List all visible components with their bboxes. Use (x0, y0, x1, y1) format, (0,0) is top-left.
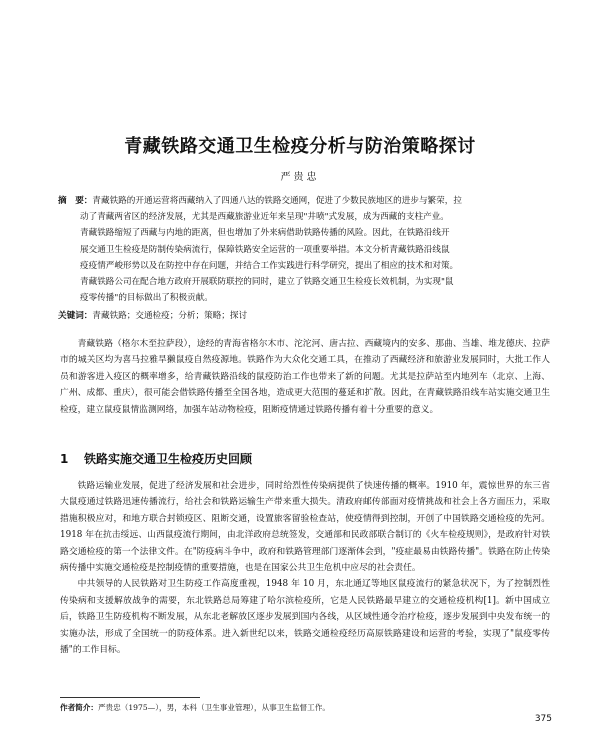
abstract-line: 展交通卫生检疫是防制传染病流行，保障铁路安全运营的一项重要举措。本文分析青藏铁路沿线鼠 (80, 244, 450, 255)
section-title: 铁路实施交通卫生检疫历史回顾 (84, 452, 253, 466)
footnote-label: 作者简介： (60, 703, 98, 712)
keywords-line (58, 309, 548, 323)
keywords-label: 关键词： (58, 311, 93, 321)
page-number: 375 (534, 714, 552, 724)
abstract-line: 疫疫情严峻形势以及在防控中存在问题，并结合工作实践进行科学研究，提出了相应的技术和对策。 (80, 260, 459, 271)
section-number: 1 (60, 452, 69, 466)
keywords-text: 青藏铁路；交通检疫；分析；策略；探讨 (92, 311, 248, 321)
author-footnote (60, 702, 550, 713)
abstract-line: 摘 要：青藏铁路的开通运营将西藏纳入了四通八达的铁路交通网，促进了少数民族地区的进步与繁荣，拉 (58, 196, 462, 206)
footnote-text: 严贵忠（1975—），男，本科（卫生事业管理），从事卫生监督工作。 (97, 703, 330, 712)
intro-section (60, 336, 550, 418)
section-heading (60, 450, 252, 467)
abstract-line: 青藏铁路缩短了西藏与内地的距离，但也增加了外来病借助铁路传播的风险。因此，在铁路沿线开 (80, 228, 450, 239)
abstract-line: 动了青藏两省区的经济发展，尤其是西藏旅游业近年来呈现"井喷"式发展，成为西藏的支柱产业。 (80, 212, 449, 223)
abstract-line: 疫零传播"的目标做出了积极贡献。 (80, 293, 213, 304)
body-paragraph: 中共领导的人民铁路对卫生防疫工作高度重视，1948 年 10 月，东北通辽等地区鼠疫流行的紧急状况下，为了控制烈性传染病和支援解放战争的需要，东北铁路总局筹建了哈尔滨检疫所，它是人民铁路最早建立的交通检疫机构[1]。新中国成立后，铁路卫生防疫机构不断发展，从东北老解放区逐步发展到国内各线，从区域性通令治疗检疫，逐步发展到中央发布统一的实施办法，形成了全国统一的防疫体系。进入新世纪以来，铁路交通检疫经历高原铁路建设和运营的考验，实现了"鼠疫零传播"的工作目标。 (60, 579, 550, 656)
abstract-line: 青藏铁路公司在配合地方政府开展联防联控的同时，建立了铁路交通卫生检疫长效机制，为实现"鼠 (80, 277, 454, 288)
section-body (60, 478, 550, 658)
abstract-label: 摘 要： (58, 196, 93, 206)
paper-title: 青藏铁路交通卫生检疫分析与防治策略探讨 (124, 136, 476, 157)
abstract-block (58, 193, 548, 306)
body-paragraph: 铁路运输业发展，促进了经济发展和社会进步，同时给烈性传染病提供了快速传播的概率。1910 年，震惊世界的东三省大鼠疫通过铁路迅速传播流行，给社会和铁路运输生产带来重大损失。清政府邮传部面对疫情挑战和社会上各方面压力，采取措施积极应对，和地方联合封锁疫区、阻断交通，设置旅客留验检查站，使疫情得到控制，开创了中国铁路交通检疫的先河。1918 年在抗击绥远、山西鼠疫流行期间，由北洋政府总统签发，交通部和民政部联合制订的《火车检疫规则》，是政府针对铁路交通检疫的第一个法律文件。在"防疫病斗争中，政府和铁路管理部门逐渐体会到，"疫症最易由铁路传播"。铁路在防止传染病传播中实施交通检疫是控制疫情的重要措施，也是在国家公共卫生危机中应尽的社会责任。 (60, 481, 550, 574)
author-name: 严贵忠 (280, 172, 320, 183)
intro-paragraph: 青藏铁路（格尔木至拉萨段），途经的青海省格尔木市、沱沱河、唐古拉、西藏境内的安多、那曲、当雄、堆龙德庆、拉萨市的城关区均为喜马拉雅旱獭鼠疫自然疫源地。铁路作为大众化交通工具，在推动了西藏经济和旅游业发展同时，大批工作人员和游客进入疫区的概率增多，给青藏铁路沿线的鼠疫防治工作也带来了新的问题。尤其是拉萨站至内地列车（北京、上海、广州、成都、重庆），很可能会借铁路传播至全国各地，造成更大范围的蔓延和扩散。因此，在青藏铁路沿线车站实施交通卫生检疫，建立鼠疫鼠情监测网络，加强车站动物检疫，阻断疫情通过铁路传播有着十分重要的意义。 (60, 339, 550, 415)
footnote-divider (60, 697, 200, 698)
